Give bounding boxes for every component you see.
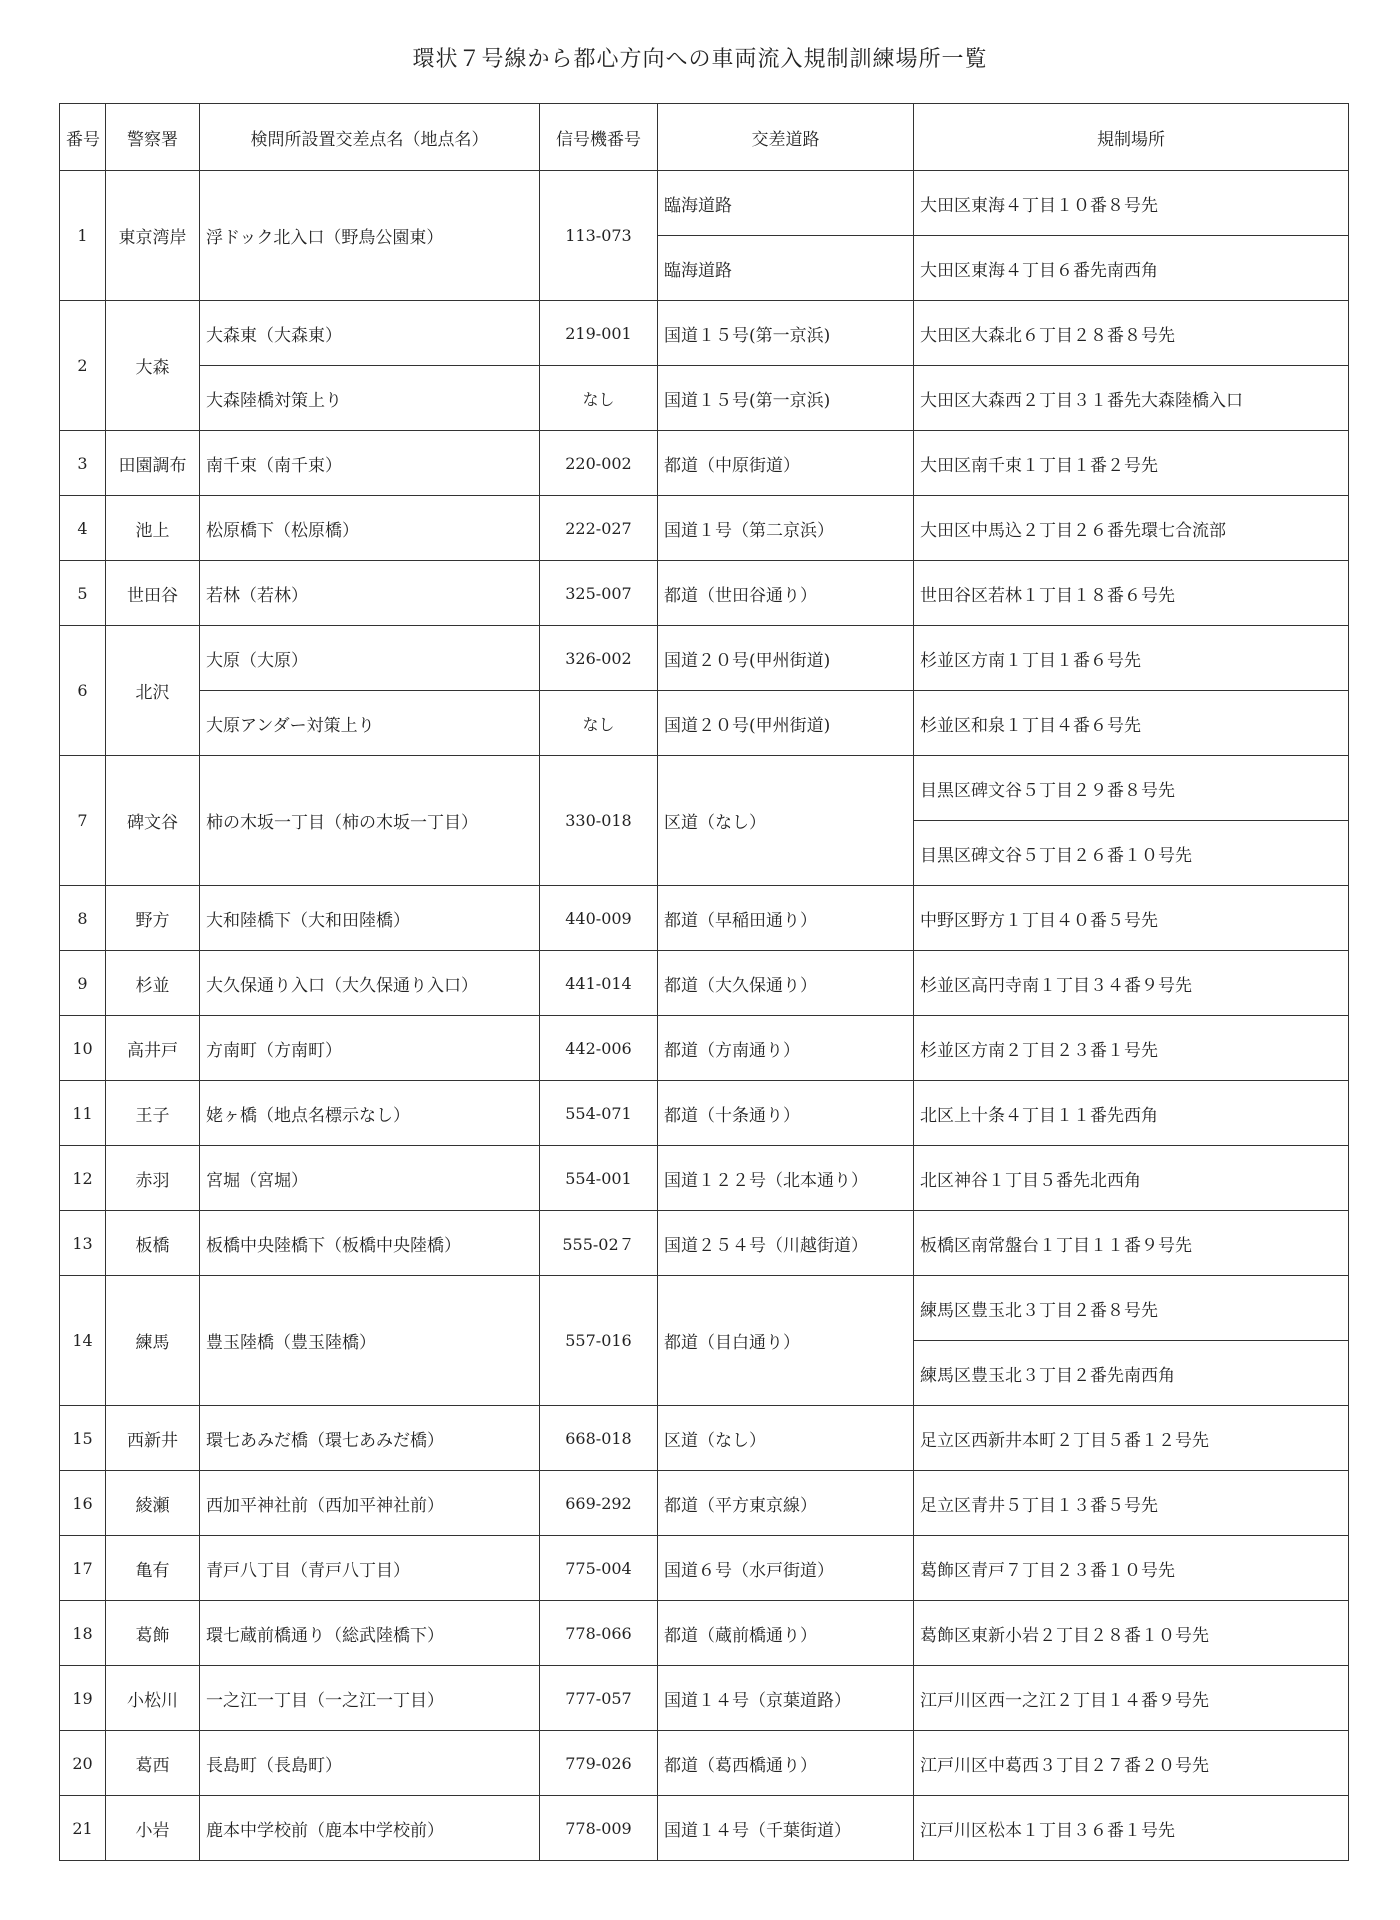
police-station: 亀有 [106, 1536, 200, 1601]
police-station: 東京湾岸 [106, 171, 200, 301]
intersection-name: 大原アンダー対策上り [200, 691, 540, 756]
signal-number: 669-292 [540, 1471, 658, 1536]
police-station: 西新井 [106, 1406, 200, 1471]
header-row [60, 104, 1349, 171]
police-station: 葛西 [106, 1731, 200, 1796]
table-body [60, 171, 1349, 1861]
intersection-name: 宮堀（宮堀） [200, 1146, 540, 1211]
header-regulation-place: 規制場所 [914, 104, 1349, 171]
table-row [60, 1666, 1349, 1731]
signal-number: 220-002 [540, 431, 658, 496]
police-station: 王子 [106, 1081, 200, 1146]
table-row [60, 171, 1349, 236]
intersection-name: 大森東（大森東） [200, 301, 540, 366]
table-row [60, 951, 1349, 1016]
row-number: 2 [60, 301, 106, 431]
row-number: 15 [60, 1406, 106, 1471]
police-station: 高井戸 [106, 1016, 200, 1081]
regulation-place: 北区上十条４丁目１１番先西角 [914, 1081, 1349, 1146]
table-row [60, 1536, 1349, 1601]
intersection-name: 浮ドック北入口（野鳥公園東） [200, 171, 540, 301]
crossing-road: 国道１４号（千葉街道） [658, 1796, 914, 1861]
police-station: 赤羽 [106, 1146, 200, 1211]
crossing-road: 都道（葛西橋通り） [658, 1731, 914, 1796]
police-station: 杉並 [106, 951, 200, 1016]
table-row [60, 1081, 1349, 1146]
regulation-place: 杉並区高円寺南１丁目３４番９号先 [914, 951, 1349, 1016]
signal-number: なし [540, 366, 658, 431]
police-station: 葛飾 [106, 1601, 200, 1666]
police-station: 北沢 [106, 626, 200, 756]
regulation-place: 葛飾区東新小岩２丁目２８番１０号先 [914, 1601, 1349, 1666]
police-station: 板橋 [106, 1211, 200, 1276]
table-row [60, 1471, 1349, 1536]
regulation-place: 目黒区碑文谷５丁目２６番１０号先 [914, 821, 1349, 886]
regulation-place: 足立区青井５丁目１３番５号先 [914, 1471, 1349, 1536]
intersection-name: 柿の木坂一丁目（柿の木坂一丁目） [200, 756, 540, 886]
signal-number: 330-018 [540, 756, 658, 886]
signal-number: 441-014 [540, 951, 658, 1016]
police-station: 世田谷 [106, 561, 200, 626]
regulation-place: 江戸川区松本１丁目３６番１号先 [914, 1796, 1349, 1861]
police-station: 小松川 [106, 1666, 200, 1731]
row-number: 16 [60, 1471, 106, 1536]
header-intersection: 検問所設置交差点名（地点名） [200, 104, 540, 171]
row-number: 13 [60, 1211, 106, 1276]
table-row [60, 1211, 1349, 1276]
table-row [60, 1016, 1349, 1081]
intersection-name: 板橋中央陸橋下（板橋中央陸橋） [200, 1211, 540, 1276]
regulation-place: 大田区東海４丁目１０番８号先 [914, 171, 1349, 236]
signal-number: 778-066 [540, 1601, 658, 1666]
table-row [60, 626, 1349, 691]
signal-number: 555-02７ [540, 1211, 658, 1276]
intersection-name: 豊玉陸橋（豊玉陸橋） [200, 1276, 540, 1406]
signal-number: 442-006 [540, 1016, 658, 1081]
regulation-place: 大田区大森北６丁目２８番８号先 [914, 301, 1349, 366]
signal-number: 222-027 [540, 496, 658, 561]
regulation-place: 葛飾区青戸７丁目２３番１０号先 [914, 1536, 1349, 1601]
intersection-name: 大和陸橋下（大和田陸橋） [200, 886, 540, 951]
header-police-station: 警察署 [106, 104, 200, 171]
signal-number: なし [540, 691, 658, 756]
crossing-road: 区道（なし） [658, 1406, 914, 1471]
row-number: 18 [60, 1601, 106, 1666]
crossing-road: 都道（世田谷通り） [658, 561, 914, 626]
intersection-name: 若林（若林） [200, 561, 540, 626]
regulation-place: 江戸川区西一之江２丁目１４番９号先 [914, 1666, 1349, 1731]
signal-number: 440-009 [540, 886, 658, 951]
intersection-name: 西加平神社前（西加平神社前） [200, 1471, 540, 1536]
table-row [60, 1601, 1349, 1666]
regulation-place: 大田区東海４丁目６番先南西角 [914, 236, 1349, 301]
crossing-road: 国道１５号(第一京浜) [658, 301, 914, 366]
regulation-place: 練馬区豊玉北３丁目２番８号先 [914, 1276, 1349, 1341]
police-station: 野方 [106, 886, 200, 951]
table-row [60, 1276, 1349, 1341]
signal-number: 554-001 [540, 1146, 658, 1211]
signal-number: 113-073 [540, 171, 658, 301]
crossing-road: 都道（平方東京線） [658, 1471, 914, 1536]
header-number: 番号 [60, 104, 106, 171]
crossing-road: 国道２５４号（川越街道） [658, 1211, 914, 1276]
table-row [60, 1796, 1349, 1861]
signal-number: 325-007 [540, 561, 658, 626]
police-station: 綾瀬 [106, 1471, 200, 1536]
intersection-name: 鹿本中学校前（鹿本中学校前） [200, 1796, 540, 1861]
crossing-road: 国道１２２号（北本通り） [658, 1146, 914, 1211]
signal-number: 778-009 [540, 1796, 658, 1861]
police-station: 小岩 [106, 1796, 200, 1861]
regulation-place: 大田区大森西２丁目３１番先大森陸橋入口 [914, 366, 1349, 431]
crossing-road: 都道（目白通り） [658, 1276, 914, 1406]
row-number: 8 [60, 886, 106, 951]
row-number: 3 [60, 431, 106, 496]
intersection-name: 大森陸橋対策上り [200, 366, 540, 431]
crossing-road: 国道１５号(第一京浜) [658, 366, 914, 431]
crossing-road: 臨海道路 [658, 236, 914, 301]
signal-number: 326-002 [540, 626, 658, 691]
table-row [60, 886, 1349, 951]
regulation-place: 江戸川区中葛西３丁目２７番２０号先 [914, 1731, 1349, 1796]
crossing-road: 都道（十条通り） [658, 1081, 914, 1146]
table-row [60, 366, 1349, 431]
signal-number: 557-016 [540, 1276, 658, 1406]
page-title: 環状７号線から都心方向への車両流入規制訓練場所一覧 [412, 47, 988, 72]
row-number: 19 [60, 1666, 106, 1731]
table-row [60, 1406, 1349, 1471]
intersection-name: 環七蔵前橋通り（総武陸橋下） [200, 1601, 540, 1666]
row-number: 11 [60, 1081, 106, 1146]
row-number: 17 [60, 1536, 106, 1601]
regulation-place: 目黒区碑文谷５丁目２９番８号先 [914, 756, 1349, 821]
row-number: 5 [60, 561, 106, 626]
regulation-place: 足立区西新井本町２丁目５番１２号先 [914, 1406, 1349, 1471]
signal-number: 554-071 [540, 1081, 658, 1146]
crossing-road: 都道（方南通り） [658, 1016, 914, 1081]
crossing-road: 国道６号（水戸街道） [658, 1536, 914, 1601]
table-row [60, 301, 1349, 366]
row-number: 20 [60, 1731, 106, 1796]
signal-number: 668-018 [540, 1406, 658, 1471]
row-number: 10 [60, 1016, 106, 1081]
regulation-place: 杉並区和泉１丁目４番６号先 [914, 691, 1349, 756]
row-number: 12 [60, 1146, 106, 1211]
crossing-road: 区道（なし） [658, 756, 914, 886]
regulation-place: 杉並区方南１丁目１番６号先 [914, 626, 1349, 691]
intersection-name: 方南町（方南町） [200, 1016, 540, 1081]
header-signal-number: 信号機番号 [540, 104, 658, 171]
row-number: 14 [60, 1276, 106, 1406]
regulation-place: 北区神谷１丁目５番先北西角 [914, 1146, 1349, 1211]
table-row [60, 431, 1349, 496]
row-number: 1 [60, 171, 106, 301]
intersection-name: 大原（大原） [200, 626, 540, 691]
police-station: 練馬 [106, 1276, 200, 1406]
row-number: 21 [60, 1796, 106, 1861]
row-number: 6 [60, 626, 106, 756]
crossing-road: 国道２０号(甲州街道) [658, 691, 914, 756]
regulation-place: 杉並区方南２丁目２３番１号先 [914, 1016, 1349, 1081]
table-row [60, 1146, 1349, 1211]
table-row [60, 1731, 1349, 1796]
table-row [60, 691, 1349, 756]
intersection-name: 長島町（長島町） [200, 1731, 540, 1796]
police-station: 田園調布 [106, 431, 200, 496]
crossing-road: 都道（蔵前橋通り） [658, 1601, 914, 1666]
table-row [60, 561, 1349, 626]
table-row [60, 496, 1349, 561]
police-station: 碑文谷 [106, 756, 200, 886]
crossing-road: 都道（中原街道） [658, 431, 914, 496]
crossing-road: 国道２０号(甲州街道) [658, 626, 914, 691]
regulation-place: 世田谷区若林１丁目１８番６号先 [914, 561, 1349, 626]
regulation-place: 練馬区豊玉北３丁目２番先南西角 [914, 1341, 1349, 1406]
intersection-name: 環七あみだ橋（環七あみだ橋） [200, 1406, 540, 1471]
row-number: 4 [60, 496, 106, 561]
regulation-place: 板橋区南常盤台１丁目１１番９号先 [914, 1211, 1349, 1276]
signal-number: 219-001 [540, 301, 658, 366]
crossing-road: 都道（大久保通り） [658, 951, 914, 1016]
regulation-place: 大田区中馬込２丁目２６番先環七合流部 [914, 496, 1349, 561]
table-row [60, 756, 1349, 821]
regulation-table [59, 103, 1349, 1861]
crossing-road: 国道１４号（京葉道路） [658, 1666, 914, 1731]
crossing-road: 都道（早稲田通り） [658, 886, 914, 951]
signal-number: 779-026 [540, 1731, 658, 1796]
intersection-name: 青戸八丁目（青戸八丁目） [200, 1536, 540, 1601]
signal-number: 775-004 [540, 1536, 658, 1601]
crossing-road: 国道１号（第二京浜） [658, 496, 914, 561]
intersection-name: 一之江一丁目（一之江一丁目） [200, 1666, 540, 1731]
intersection-name: 南千束（南千束） [200, 431, 540, 496]
crossing-road: 臨海道路 [658, 171, 914, 236]
police-station: 大森 [106, 301, 200, 431]
signal-number: 777-057 [540, 1666, 658, 1731]
police-station: 池上 [106, 496, 200, 561]
row-number: 9 [60, 951, 106, 1016]
row-number: 7 [60, 756, 106, 886]
intersection-name: 大久保通り入口（大久保通り入口） [200, 951, 540, 1016]
intersection-name: 姥ヶ橋（地点名標示なし） [200, 1081, 540, 1146]
header-crossing-road: 交差道路 [658, 104, 914, 171]
regulation-place: 中野区野方１丁目４０番５号先 [914, 886, 1349, 951]
intersection-name: 松原橋下（松原橋） [200, 496, 540, 561]
regulation-place: 大田区南千束１丁目１番２号先 [914, 431, 1349, 496]
